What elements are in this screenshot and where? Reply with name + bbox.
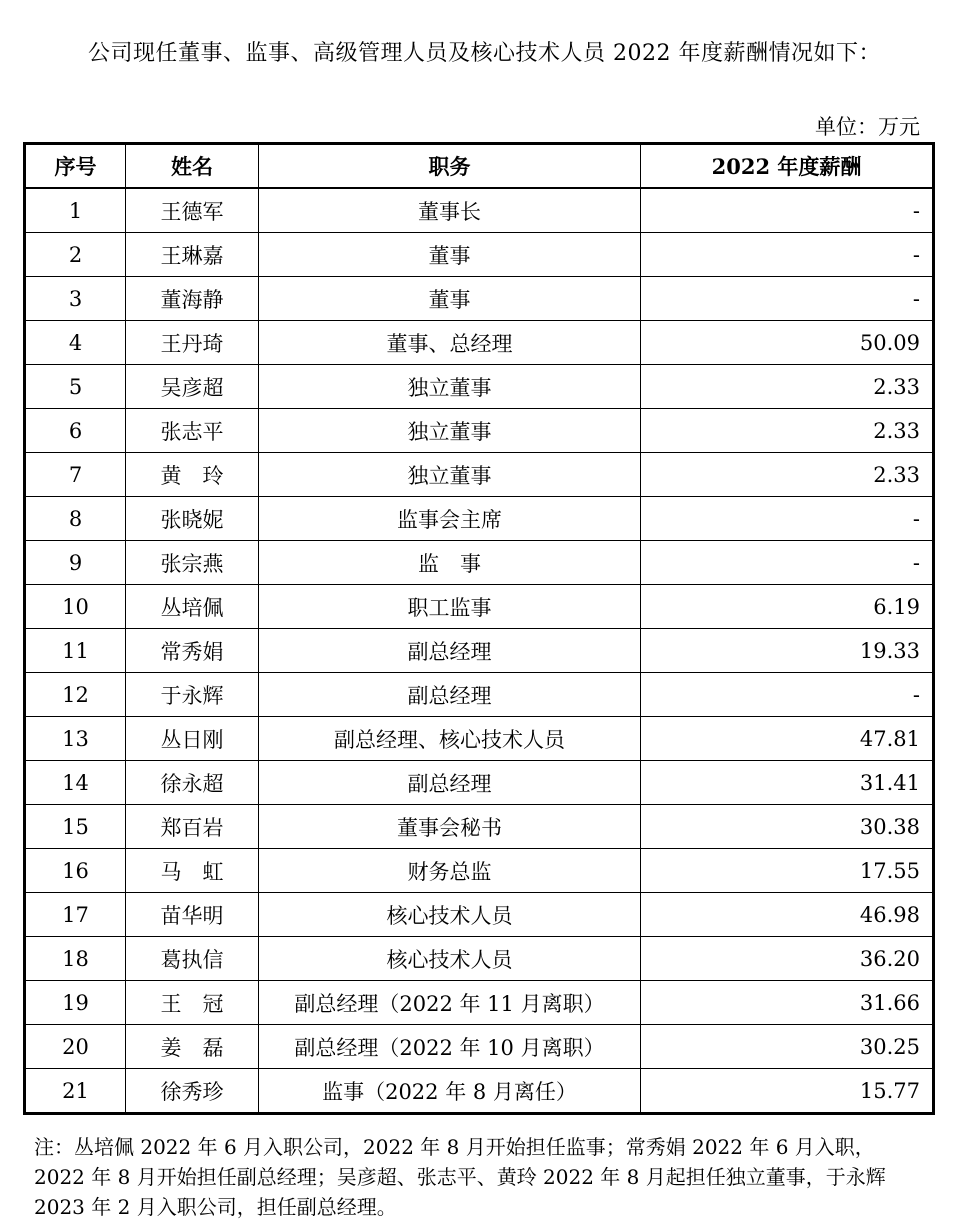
table-row <box>25 453 934 497</box>
cell-salary: 50.09 <box>641 321 934 365</box>
cell-position: 副总经理（2022 年 11 月离职） <box>259 981 641 1025</box>
cell-position: 副总经理、核心技术人员 <box>259 717 641 761</box>
unit-label: 单位：万元 <box>815 115 920 139</box>
footnote: 注：丛培佩 2022 年 6 月入职公司，2022 年 8 月开始担任监事；常秀娟 2022 年 6 月入职，2022 年 8 月开始担任副总经理；吴彦超、张志平、黄玲 2022 年 8 月起担任独立董事，于永辉 2023 年 2 月入职公司，担任副总经理。 <box>34 1135 886 1219</box>
cell-salary: 2.33 <box>641 365 934 409</box>
cell-position: 独立董事 <box>259 409 641 453</box>
table-row <box>25 937 934 981</box>
cell-salary: - <box>641 497 934 541</box>
cell-salary: 2.33 <box>641 409 934 453</box>
table-row <box>25 805 934 849</box>
cell-name: 黄 玲 <box>126 453 259 497</box>
cell-position: 副总经理（2022 年 10 月离职） <box>259 1025 641 1069</box>
cell-position: 董事 <box>259 277 641 321</box>
cell-no: 5 <box>25 365 126 409</box>
cell-no: 18 <box>25 937 126 981</box>
cell-salary: - <box>641 233 934 277</box>
table-header <box>25 144 934 189</box>
header-no: 序号 <box>25 144 126 189</box>
cell-no: 17 <box>25 893 126 937</box>
cell-name: 张志平 <box>126 409 259 453</box>
cell-position: 职工监事 <box>259 585 641 629</box>
cell-position: 监事会主席 <box>259 497 641 541</box>
salary-table <box>23 142 935 1115</box>
cell-name: 姜 磊 <box>126 1025 259 1069</box>
cell-no: 10 <box>25 585 126 629</box>
table-row <box>25 277 934 321</box>
cell-position: 董事、总经理 <box>259 321 641 365</box>
cell-position: 独立董事 <box>259 365 641 409</box>
cell-position: 副总经理 <box>259 761 641 805</box>
cell-salary: 6.19 <box>641 585 934 629</box>
table-row <box>25 188 934 233</box>
cell-no: 7 <box>25 453 126 497</box>
table-row <box>25 1025 934 1069</box>
cell-no: 15 <box>25 805 126 849</box>
cell-no: 21 <box>25 1069 126 1114</box>
cell-name: 王琳嘉 <box>126 233 259 277</box>
table-body <box>25 188 934 1114</box>
header-row <box>25 144 934 189</box>
cell-no: 1 <box>25 188 126 233</box>
table-row <box>25 761 934 805</box>
table-row <box>25 585 934 629</box>
cell-position: 监 事 <box>259 541 641 585</box>
cell-position: 核心技术人员 <box>259 937 641 981</box>
cell-no: 6 <box>25 409 126 453</box>
cell-no: 16 <box>25 849 126 893</box>
cell-name: 丛培佩 <box>126 585 259 629</box>
table-row <box>25 893 934 937</box>
cell-no: 2 <box>25 233 126 277</box>
cell-no: 20 <box>25 1025 126 1069</box>
cell-name: 马 虹 <box>126 849 259 893</box>
cell-name: 张宗燕 <box>126 541 259 585</box>
cell-salary: 46.98 <box>641 893 934 937</box>
cell-position: 财务总监 <box>259 849 641 893</box>
cell-salary: 47.81 <box>641 717 934 761</box>
cell-salary: - <box>641 673 934 717</box>
table-row <box>25 629 934 673</box>
header-position: 职务 <box>259 144 641 189</box>
table-row <box>25 321 934 365</box>
cell-name: 常秀娟 <box>126 629 259 673</box>
cell-salary: - <box>641 541 934 585</box>
cell-name: 苗华明 <box>126 893 259 937</box>
table-row <box>25 497 934 541</box>
cell-name: 王德军 <box>126 188 259 233</box>
intro-paragraph: 公司现任董事、监事、高级管理人员及核心技术人员 2022 年度薪酬情况如下： <box>88 41 881 66</box>
cell-position: 董事会秘书 <box>259 805 641 849</box>
cell-name: 董海静 <box>126 277 259 321</box>
cell-no: 14 <box>25 761 126 805</box>
table-row <box>25 541 934 585</box>
cell-salary: 19.33 <box>641 629 934 673</box>
cell-name: 丛日刚 <box>126 717 259 761</box>
cell-name: 王丹琦 <box>126 321 259 365</box>
cell-position: 核心技术人员 <box>259 893 641 937</box>
cell-position: 董事长 <box>259 188 641 233</box>
cell-name: 于永辉 <box>126 673 259 717</box>
cell-no: 13 <box>25 717 126 761</box>
cell-salary: 36.20 <box>641 937 934 981</box>
header-salary: 2022 年度薪酬 <box>641 144 934 189</box>
cell-name: 吴彦超 <box>126 365 259 409</box>
cell-name: 葛执信 <box>126 937 259 981</box>
table-row <box>25 717 934 761</box>
cell-no: 19 <box>25 981 126 1025</box>
cell-position: 副总经理 <box>259 629 641 673</box>
table-row <box>25 233 934 277</box>
cell-position: 副总经理 <box>259 673 641 717</box>
cell-position: 监事（2022 年 8 月离任） <box>259 1069 641 1114</box>
cell-no: 12 <box>25 673 126 717</box>
cell-name: 张晓妮 <box>126 497 259 541</box>
cell-name: 郑百岩 <box>126 805 259 849</box>
cell-salary: 15.77 <box>641 1069 934 1114</box>
cell-name: 徐永超 <box>126 761 259 805</box>
cell-position: 董事 <box>259 233 641 277</box>
table-row <box>25 365 934 409</box>
table-row <box>25 673 934 717</box>
cell-salary: 2.33 <box>641 453 934 497</box>
cell-salary: 30.25 <box>641 1025 934 1069</box>
cell-no: 8 <box>25 497 126 541</box>
cell-salary: 17.55 <box>641 849 934 893</box>
cell-salary: 31.41 <box>641 761 934 805</box>
cell-salary: - <box>641 188 934 233</box>
cell-salary: 31.66 <box>641 981 934 1025</box>
cell-no: 11 <box>25 629 126 673</box>
table-row <box>25 981 934 1025</box>
cell-name: 徐秀珍 <box>126 1069 259 1114</box>
cell-name: 王 冠 <box>126 981 259 1025</box>
table-row <box>25 1069 934 1114</box>
cell-no: 4 <box>25 321 126 365</box>
header-name: 姓名 <box>126 144 259 189</box>
cell-no: 3 <box>25 277 126 321</box>
cell-position: 独立董事 <box>259 453 641 497</box>
table-row <box>25 409 934 453</box>
table-row <box>25 849 934 893</box>
cell-salary: - <box>641 277 934 321</box>
cell-salary: 30.38 <box>641 805 934 849</box>
cell-no: 9 <box>25 541 126 585</box>
